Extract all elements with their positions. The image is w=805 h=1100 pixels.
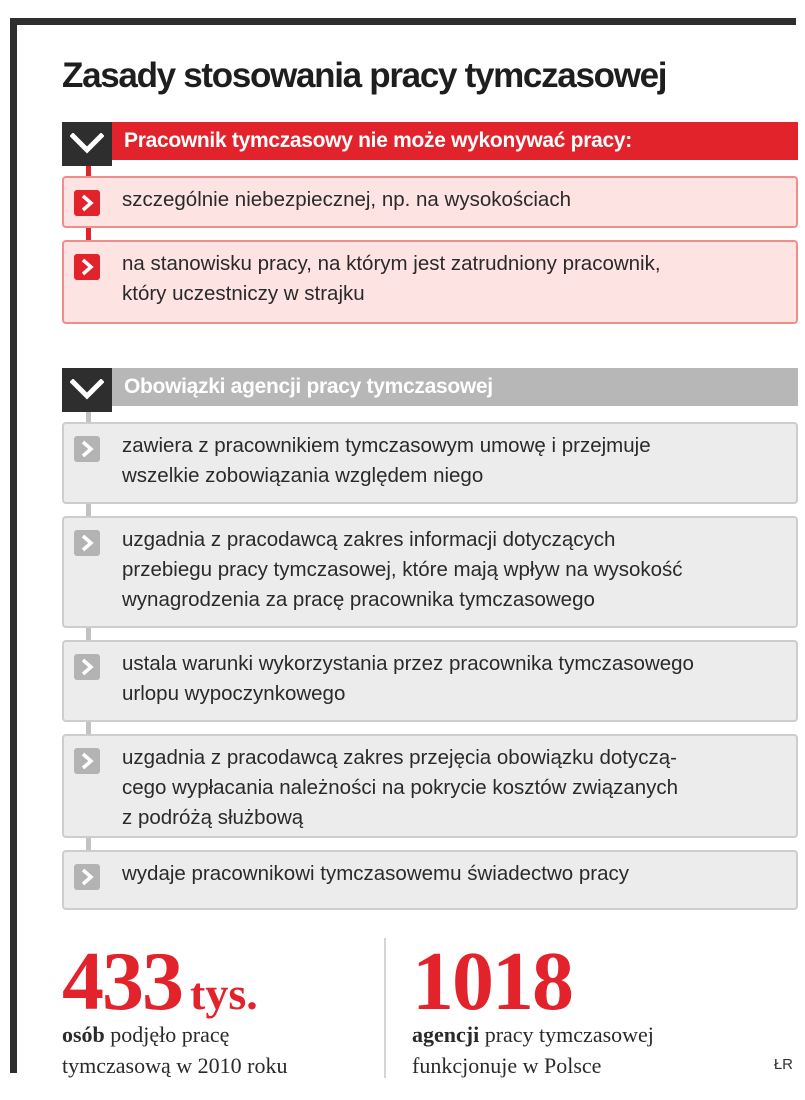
item-text: wydaje pracownikowi tymczasowemu świadectwo pracy [122,862,629,885]
frame-left-rule [10,18,17,1073]
prohibited-item [62,176,798,228]
duties-section-heading: Obowiązki agencji pracy tymczasowej [112,368,798,406]
chevron-down-icon [62,122,112,166]
chevron-right-icon [74,864,100,890]
duty-item [62,640,798,722]
item-text: uzgadnia z pracodawcą zakres informacji dotyczących przebiegu pracy tymczasowej, które mają wpływ na wysokość wynagrodzenia za pracę pracownika tymczasowego [122,528,683,611]
stat-number-people: 433 tys. [62,935,258,1028]
chevron-right-icon [74,436,100,462]
item-text: na stanowisku pracy, na którym jest zatrudniony pracownik, który uczestniczy w strajku [122,252,661,305]
page-title: Zasady stosowania pracy tymczasowej [62,56,667,95]
item-text: szczególnie niebezpiecznej, np. na wysokościach [122,188,571,211]
stat-description-people: osób podjęło pracę tymczasową w 2010 roku [62,1022,288,1078]
chevron-right-icon [74,654,100,680]
item-text: uzgadnia z pracodawcą zakres przejęcia obowiązku dotyczą- cego wypłacania należności na pokrycie kosztów związanych z podróżą służbową [122,746,679,829]
stat-description-agencies: agencji pracy tymczasowej funkcjonuje w Polsce [412,1022,654,1078]
stats-divider [384,938,386,1078]
duties-section-header [62,368,798,412]
chevron-right-icon [74,530,100,556]
chevron-right-icon [74,748,100,774]
duty-item [62,516,798,628]
author-credit: ŁR [773,1056,793,1073]
duty-item [62,850,798,910]
item-text: zawiera z pracownikiem tymczasowym umowę i przejmuje wszelkie zobowiązania względem niego [122,434,651,487]
chevron-right-icon [74,190,100,216]
frame-top-rule [10,18,796,25]
item-text: ustala warunki wykorzystania przez pracownika tymczasowego urlopu wypoczynkowego [122,652,694,705]
stat-number-agencies: 1018 [412,935,572,1028]
prohibited-section-heading: Pracownik tymczasowy nie może wykonywać pracy: [112,122,798,160]
chevron-right-icon [74,254,100,280]
duty-item [62,734,798,838]
chevron-down-icon [62,368,112,412]
duty-item [62,422,798,504]
prohibited-item [62,240,798,324]
prohibited-section-header [62,122,798,166]
